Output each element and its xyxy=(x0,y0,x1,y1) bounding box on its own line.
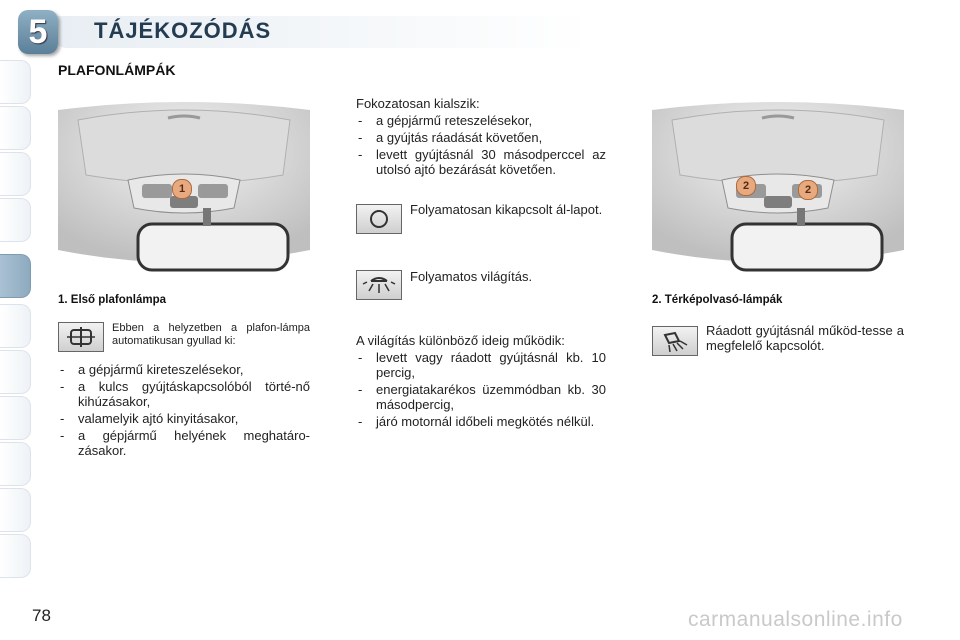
list-item: - a kulcs gyújtáskapcsolóból törté-nő kihúzásakor, xyxy=(58,379,310,409)
chapter-tab[interactable] xyxy=(0,304,31,348)
list-item: - a gyújtás ráadását követően, xyxy=(356,130,606,145)
duration-list xyxy=(356,350,606,431)
door-courtesy-lamp-icon xyxy=(58,322,104,352)
map-lamp-description: Ráadott gyújtásnál működ-tesse a megfelelő kapcsolót. xyxy=(706,323,904,353)
lamp-on-description: Folyamatos világítás. xyxy=(410,269,533,284)
chapter-tab-active[interactable] xyxy=(0,254,31,298)
list-item: - a gépjármű reteszelésekor, xyxy=(356,113,606,128)
chapter-tabs xyxy=(0,60,34,580)
chapter-tab[interactable] xyxy=(0,442,31,486)
page-title: TÁJÉKOZÓDÁS xyxy=(94,18,272,43)
section-title: PLAFONLÁMPÁK xyxy=(58,62,176,78)
chapter-number-badge: 5 xyxy=(18,10,58,54)
auto-on-list xyxy=(58,362,310,460)
auto-on-description: Ebben a helyzetben a plafon-lámpa automatikusan gyullad ki: xyxy=(112,322,310,347)
lamp-off-description: Folyamatosan kikapcsolt ál-lapot. xyxy=(410,202,603,217)
front-lamp-heading: 1. Első plafonlámpa xyxy=(58,294,166,306)
duration-intro: A világítás különböző ideig működik: xyxy=(356,333,565,348)
map-reading-lamps-photo xyxy=(652,100,904,286)
page-number: 78 xyxy=(32,606,51,625)
chapter-tab[interactable] xyxy=(0,534,31,578)
callout-2-left: 2 xyxy=(736,176,756,196)
chapter-tab[interactable] xyxy=(0,198,31,242)
list-item: - a gépjármű kireteszelésekor, xyxy=(58,362,310,377)
list-item: - járó motornál időbeli megkötés nélkül. xyxy=(356,414,606,429)
list-item: - a gépjármű helyének meghatáro-zásakor. xyxy=(58,428,310,458)
chapter-tab[interactable] xyxy=(0,152,31,196)
lamp-on-icon xyxy=(356,270,402,300)
map-lamp-heading: 2. Térképolvasó-lámpák xyxy=(652,294,783,306)
map-reading-lamp-icon xyxy=(652,326,698,356)
lamp-off-icon xyxy=(356,204,402,234)
fade-out-list xyxy=(356,113,606,179)
list-item: - levett gyújtásnál 30 másodperccel az utolsó ajtó bezárását követően. xyxy=(356,147,606,177)
list-item: - valamelyik ajtó kinyitásakor, xyxy=(58,411,310,426)
chapter-tab[interactable] xyxy=(0,488,31,532)
chapter-tab[interactable] xyxy=(0,350,31,394)
fade-out-intro: Fokozatosan kialszik: xyxy=(356,96,480,111)
chapter-tab[interactable] xyxy=(0,106,31,150)
callout-2-right: 2 xyxy=(798,180,818,200)
list-item: - energiatakarékos üzemmódban kb. 30 másodpercig, xyxy=(356,382,606,412)
chapter-tab[interactable] xyxy=(0,396,31,440)
callout-1: 1 xyxy=(172,179,192,199)
chapter-tab[interactable] xyxy=(0,60,31,104)
list-item: - levett vagy ráadott gyújtásnál kb. 10 percig, xyxy=(356,350,606,380)
watermark: carmanualsonline.info xyxy=(688,608,903,631)
